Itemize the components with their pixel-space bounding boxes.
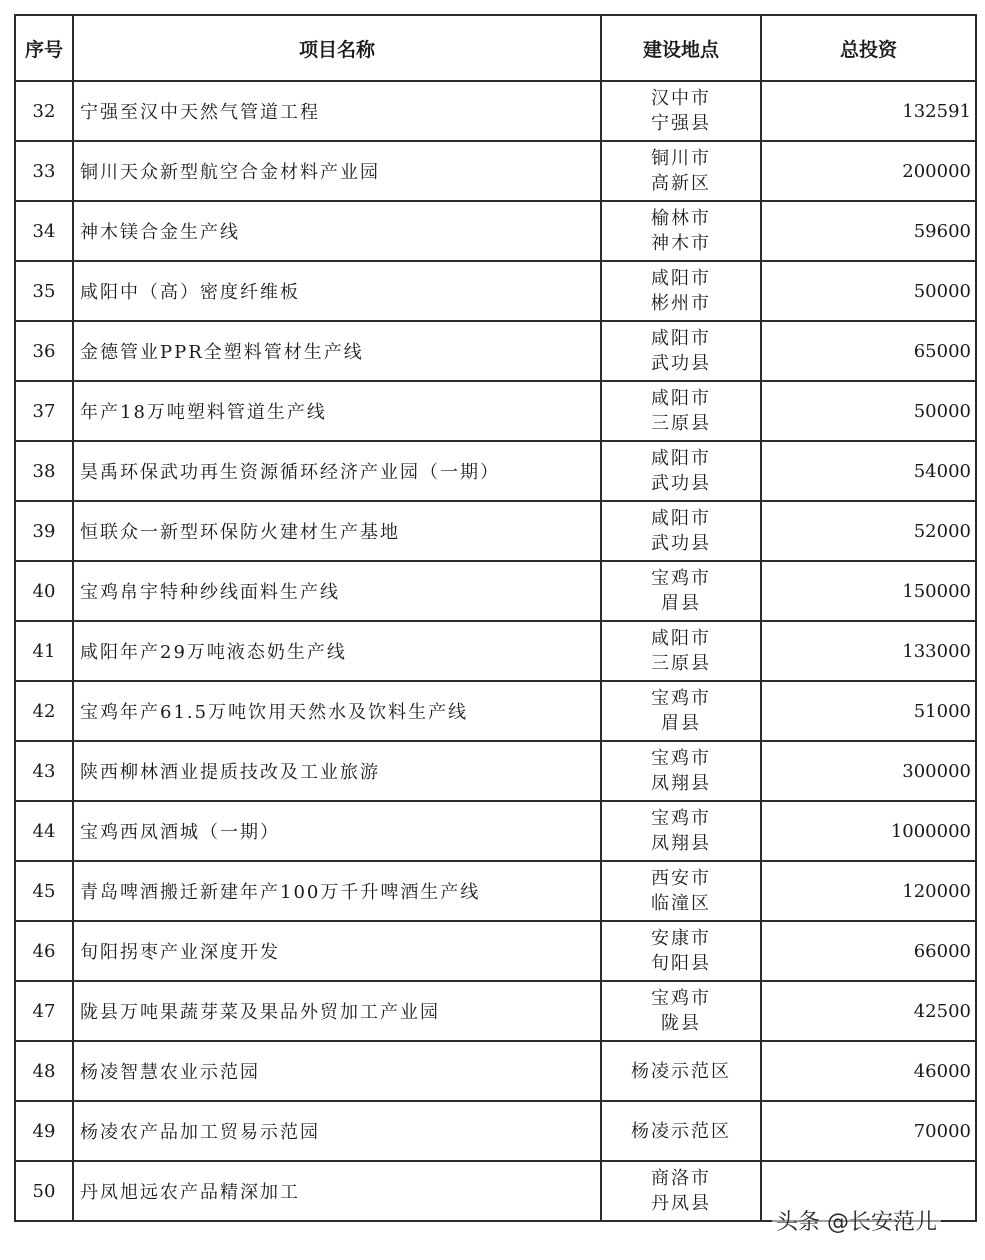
total-investment: 70000: [761, 1101, 976, 1161]
table-row: [15, 381, 976, 441]
row-number: 50: [15, 1161, 73, 1221]
project-location: [601, 741, 761, 801]
project-location: [601, 1041, 761, 1101]
project-name: 神木镁合金生产线: [73, 201, 601, 261]
header-no: 序号: [15, 15, 73, 81]
table-row: [15, 321, 976, 381]
project-name: 铜川天众新型航空合金材料产业园: [73, 141, 601, 201]
location-district: 武功县: [651, 473, 711, 494]
total-investment: 52000: [761, 501, 976, 561]
total-investment: 133000: [761, 621, 976, 681]
header-row: [15, 15, 976, 81]
project-name: 杨凌农产品加工贸易示范园: [73, 1101, 601, 1161]
total-investment: 150000: [761, 561, 976, 621]
table-row: [15, 801, 976, 861]
row-number: 41: [15, 621, 73, 681]
table-row: [15, 681, 976, 741]
project-name: 昊禹环保武功再生资源循环经济产业园（一期）: [73, 441, 601, 501]
table-row: [15, 621, 976, 681]
table-row: [15, 861, 976, 921]
table-row: [15, 141, 976, 201]
project-location: [601, 501, 761, 561]
total-investment: 1000000: [761, 801, 976, 861]
project-location: [601, 561, 761, 621]
location-district: 武功县: [651, 353, 711, 374]
location-city: 宝鸡市: [651, 568, 711, 589]
location-city: 咸阳市: [651, 388, 711, 409]
location-city: 宝鸡市: [651, 748, 711, 769]
table-row: [15, 561, 976, 621]
location-city: 杨凌示范区: [631, 1060, 731, 1082]
total-investment: 120000: [761, 861, 976, 921]
row-number: 40: [15, 561, 73, 621]
table-row: [15, 741, 976, 801]
project-location: [601, 381, 761, 441]
location-city: 商洛市: [651, 1168, 711, 1189]
table-row: [15, 921, 976, 981]
project-location: [601, 981, 761, 1041]
location-district: 神木市: [651, 233, 711, 254]
project-location: [601, 441, 761, 501]
location-district: 陇县: [661, 1013, 701, 1034]
project-location: [601, 621, 761, 681]
location-district: 丹凤县: [651, 1193, 711, 1214]
project-name: 宝鸡年产61.5万吨饮用天然水及饮料生产线: [73, 681, 601, 741]
header-location: 建设地点: [601, 15, 761, 81]
project-name: 丹凤旭远农产品精深加工: [73, 1161, 601, 1221]
total-investment: 66000: [761, 921, 976, 981]
total-investment: 42500: [761, 981, 976, 1041]
location-district: 武功县: [651, 533, 711, 554]
total-investment: 200000: [761, 141, 976, 201]
project-location: [601, 861, 761, 921]
project-location: [601, 921, 761, 981]
row-number: 48: [15, 1041, 73, 1101]
location-district: 旬阳县: [651, 953, 711, 974]
location-city: 咸阳市: [651, 448, 711, 469]
table-row: [15, 1041, 976, 1101]
project-name: 陕西柳林酒业提质技改及工业旅游: [73, 741, 601, 801]
project-name: 陇县万吨果蔬芽菜及果品外贸加工产业园: [73, 981, 601, 1041]
table-row: [15, 81, 976, 141]
table-body: [15, 81, 976, 1221]
location-district: 高新区: [651, 173, 711, 194]
row-number: 49: [15, 1101, 73, 1161]
total-investment: 50000: [761, 381, 976, 441]
location-district: 眉县: [661, 593, 701, 614]
header-project-name: 项目名称: [73, 15, 601, 81]
location-city: 汉中市: [651, 88, 711, 109]
total-investment: 132591: [761, 81, 976, 141]
row-number: 46: [15, 921, 73, 981]
table-row: [15, 261, 976, 321]
location-city: 咸阳市: [651, 628, 711, 649]
project-name: 恒联众一新型环保防火建材生产基地: [73, 501, 601, 561]
location-district: 眉县: [661, 713, 701, 734]
location-city: 铜川市: [651, 148, 711, 169]
location-district: 宁强县: [651, 113, 711, 134]
location-city: 宝鸡市: [651, 988, 711, 1009]
row-number: 39: [15, 501, 73, 561]
project-location: [601, 1161, 761, 1221]
location-city: 杨凌示范区: [631, 1120, 731, 1142]
row-number: 45: [15, 861, 73, 921]
location-city: 西安市: [651, 868, 711, 889]
total-investment: 300000: [761, 741, 976, 801]
table-row: [15, 201, 976, 261]
project-location: [601, 321, 761, 381]
project-location: [601, 261, 761, 321]
row-number: 43: [15, 741, 73, 801]
row-number: 36: [15, 321, 73, 381]
row-number: 44: [15, 801, 73, 861]
row-number: 42: [15, 681, 73, 741]
table-row: [15, 441, 976, 501]
header-investment: 总投资: [761, 15, 976, 81]
project-location: [601, 681, 761, 741]
location-district: 临潼区: [651, 893, 711, 914]
location-city: 宝鸡市: [651, 688, 711, 709]
project-name: 咸阳中（高）密度纤维板: [73, 261, 601, 321]
location-district: 三原县: [651, 413, 711, 434]
row-number: 37: [15, 381, 73, 441]
total-investment: 59600: [761, 201, 976, 261]
location-district: 三原县: [651, 653, 711, 674]
location-district: 凤翔县: [651, 773, 711, 794]
total-investment: 65000: [761, 321, 976, 381]
row-number: 32: [15, 81, 73, 141]
project-location: [601, 1101, 761, 1161]
row-number: 38: [15, 441, 73, 501]
location-city: 榆林市: [651, 208, 711, 229]
project-location: [601, 141, 761, 201]
project-name: 旬阳拐枣产业深度开发: [73, 921, 601, 981]
location-city: 宝鸡市: [651, 808, 711, 829]
total-investment: 54000: [761, 441, 976, 501]
project-location: [601, 201, 761, 261]
total-investment: 50000: [761, 261, 976, 321]
table-row: [15, 501, 976, 561]
row-number: 47: [15, 981, 73, 1041]
location-district: 彬州市: [651, 293, 711, 314]
location-city: 咸阳市: [651, 508, 711, 529]
project-name: 年产18万吨塑料管道生产线: [73, 381, 601, 441]
project-name: 宁强至汉中天然气管道工程: [73, 81, 601, 141]
project-name: 咸阳年产29万吨液态奶生产线: [73, 621, 601, 681]
project-location: [601, 81, 761, 141]
location-city: 安康市: [651, 928, 711, 949]
project-table: [14, 14, 977, 1222]
table-header: [15, 15, 976, 81]
watermark: 头条 @长安范儿: [772, 1205, 941, 1236]
location-district: 凤翔县: [651, 833, 711, 854]
project-name: 杨凌智慧农业示范园: [73, 1041, 601, 1101]
row-number: 34: [15, 201, 73, 261]
location-city: 咸阳市: [651, 268, 711, 289]
project-location: [601, 801, 761, 861]
table-row: [15, 981, 976, 1041]
project-name: 宝鸡帛宇特种纱线面料生产线: [73, 561, 601, 621]
project-name: 宝鸡西凤酒城（一期）: [73, 801, 601, 861]
table-row: [15, 1101, 976, 1161]
project-name: 青岛啤酒搬迁新建年产100万千升啤酒生产线: [73, 861, 601, 921]
location-city: 咸阳市: [651, 328, 711, 349]
total-investment: 51000: [761, 681, 976, 741]
row-number: 35: [15, 261, 73, 321]
row-number: 33: [15, 141, 73, 201]
total-investment: 46000: [761, 1041, 976, 1101]
project-name: 金德管业PPR全塑料管材生产线: [73, 321, 601, 381]
